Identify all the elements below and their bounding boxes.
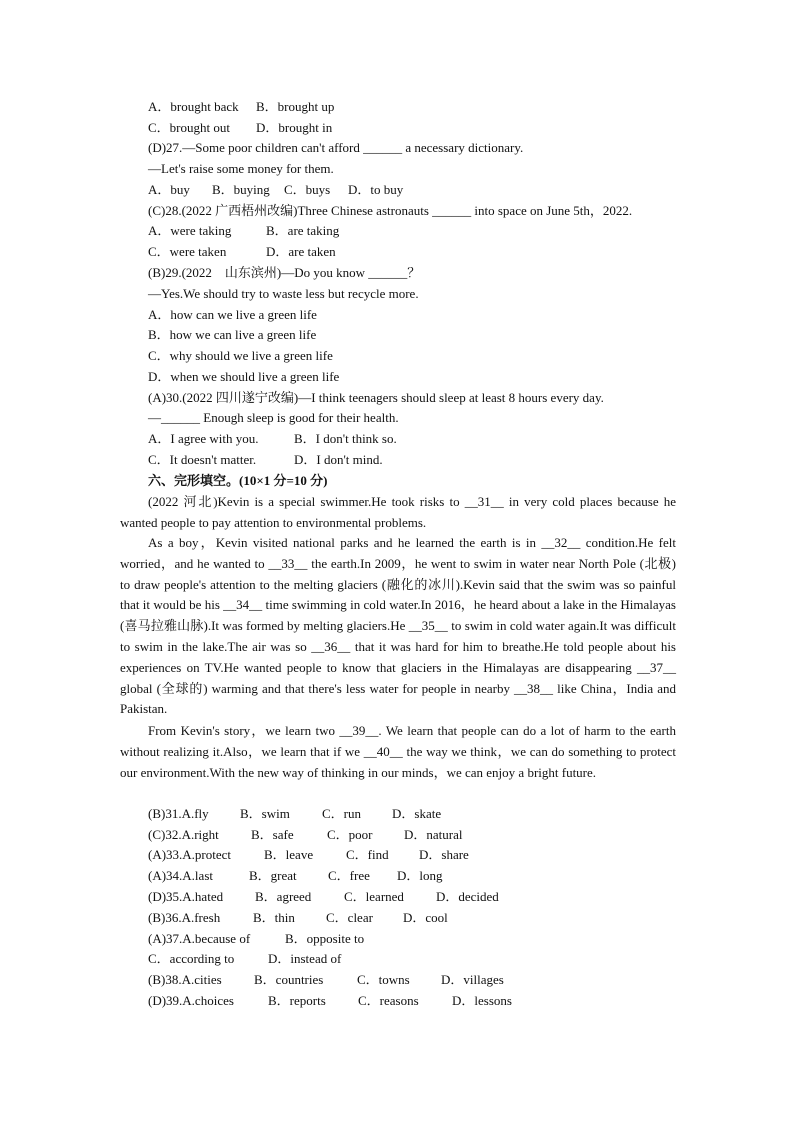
- q29-option-a: A．how can we live a green life: [148, 307, 317, 322]
- q30-reply: —______ Enough sleep is good for their health.: [148, 410, 399, 425]
- section-title: 六、完形填空。(10×1 分=10 分): [148, 473, 328, 488]
- cloze-options-34: [148, 866, 704, 887]
- option: C．run: [322, 806, 362, 821]
- passage-paragraph: From Kevin's story，we learn two __39__. We learn that people can do a lot of harm to the earth without realizing it.Also，we learn that if we __40__ the way we think，we can do something to protect our environment.With the new way of thinking in our minds，we can enjoy a bright future.: [120, 723, 676, 780]
- option: A．I agree with you.: [148, 431, 259, 446]
- option: C．reasons: [358, 993, 419, 1008]
- cloze-options-39: [148, 991, 704, 1012]
- option: C．find: [346, 847, 389, 862]
- option: (A)37.A.because of: [148, 931, 251, 946]
- option: A．were taking: [148, 223, 232, 238]
- cloze-options-37-row-2: [148, 949, 704, 970]
- option: D．decided: [436, 889, 499, 904]
- option: C．towns: [357, 972, 410, 987]
- option: (A)34.A.last: [148, 868, 213, 883]
- option: C．It doesn't matter.: [148, 452, 257, 467]
- q30-stem: (A)30.(2022 四川遂宁改编)—I think teenagers should sleep at least 8 hours every day.: [148, 390, 604, 405]
- option: (A)33.A.protect: [148, 847, 232, 862]
- option: B．countries: [254, 972, 324, 987]
- option: D．I don't mind.: [294, 452, 383, 467]
- cloze-options-38: [148, 970, 704, 991]
- option: B．brought up: [256, 99, 335, 114]
- q27-reply: —Let's raise some money for them.: [148, 161, 334, 176]
- q29-stem: (B)29.(2022 山东滨州)—Do you know ______？: [148, 265, 421, 280]
- option: (B)31.A.fly: [148, 806, 209, 821]
- cloze-options-36: [148, 908, 704, 929]
- option: B．swim: [240, 806, 290, 821]
- option: C．free: [328, 868, 370, 883]
- q30-options-row-2: [148, 450, 704, 471]
- option: C．poor: [327, 827, 373, 842]
- option: D．cool: [403, 910, 448, 925]
- option: D．villages: [441, 972, 504, 987]
- q28-stem: (C)28.(2022 广西梧州改编)Three Chinese astronauts ______ into space on June 5th，2022.: [148, 203, 633, 218]
- option: D．skate: [392, 806, 442, 821]
- q30-options-row-1: [148, 429, 704, 450]
- q27-options: [148, 180, 704, 201]
- option: B．buying: [212, 182, 270, 197]
- cloze-options-37-row-1: [148, 929, 704, 950]
- option: D．instead of: [268, 951, 342, 966]
- cloze-options-35: [148, 887, 704, 908]
- option: C．were taken: [148, 244, 227, 259]
- q28-options-row-2: [148, 242, 704, 263]
- option: (D)35.A.hated: [148, 889, 224, 904]
- option: B．great: [249, 868, 297, 883]
- q26-options-row-2: [148, 118, 704, 139]
- option: B．thin: [253, 910, 295, 925]
- option: D．brought in: [256, 120, 333, 135]
- option: C．learned: [344, 889, 404, 904]
- q29-option-d: D．when we should live a green life: [148, 369, 340, 384]
- q27-stem: (D)27.—Some poor children can't afford ______ a necessary dictionary.: [148, 140, 524, 155]
- passage-paragraph: (2022 河北)Kevin is a special swimmer.He took risks to __31__ in very cold places because he wanted people to pay attention to environmental problems.: [120, 494, 676, 530]
- option: A．buy: [148, 182, 190, 197]
- option: B．I don't think so.: [294, 431, 397, 446]
- q29-option-b: B．how we can live a green life: [148, 327, 317, 342]
- option: D．long: [397, 868, 443, 883]
- cloze-options-33: [148, 845, 704, 866]
- option: B．safe: [251, 827, 294, 842]
- option: B．opposite to: [285, 931, 365, 946]
- option: D．natural: [404, 827, 463, 842]
- option: (B)38.A.cities: [148, 972, 222, 987]
- option: B．reports: [268, 993, 326, 1008]
- option: (C)32.A.right: [148, 827, 219, 842]
- option: C．according to: [148, 951, 235, 966]
- passage-paragraph: As a boy，Kevin visited national parks and he learned the earth is in __32__ condition.He felt worried，and he wanted to __33__ the earth.In 2009，he went to swim in water near North Pole (北极) to draw people's attention to the melting glaciers (融化的冰川).Kevin said that the swim was so painful that it would be his __34__ time swimming in cold water.In 2016，he heard about a lake in the Himalayas (喜马拉雅山脉).It was formed by melting glaciers.He __35__ to swim in cold water again.It was difficult to swim in the lake.The air was so __36__ that it was hard for him to breathe.He told people about his experiences on TV.He wanted people to know that glaciers in the Himalayas are disappearing __37__ global (全球的) warming and that there's less water for people in nearby __38__ like China，India and Pakistan.: [120, 535, 676, 717]
- option: (D)39.A.choices: [148, 993, 234, 1008]
- option: (B)36.A.fresh: [148, 910, 221, 925]
- option: D．to buy: [348, 182, 404, 197]
- cloze-options-31: [148, 804, 704, 825]
- q26-options-row-1: [148, 97, 704, 118]
- option: D．are taken: [266, 244, 336, 259]
- option: C．brought out: [148, 120, 230, 135]
- option: D．lessons: [452, 993, 512, 1008]
- option: A．brought back: [148, 99, 239, 114]
- option: B．leave: [264, 847, 314, 862]
- option: C．buys: [284, 182, 331, 197]
- option: D．share: [419, 847, 469, 862]
- q29-option-c: C．why should we live a green life: [148, 348, 333, 363]
- cloze-options-32: [148, 825, 704, 846]
- q28-options-row-1: [148, 221, 704, 242]
- option: B．agreed: [255, 889, 312, 904]
- option: B．are taking: [266, 223, 340, 238]
- option: C．clear: [326, 910, 373, 925]
- q29-reply: —Yes.We should try to waste less but recycle more.: [148, 286, 419, 301]
